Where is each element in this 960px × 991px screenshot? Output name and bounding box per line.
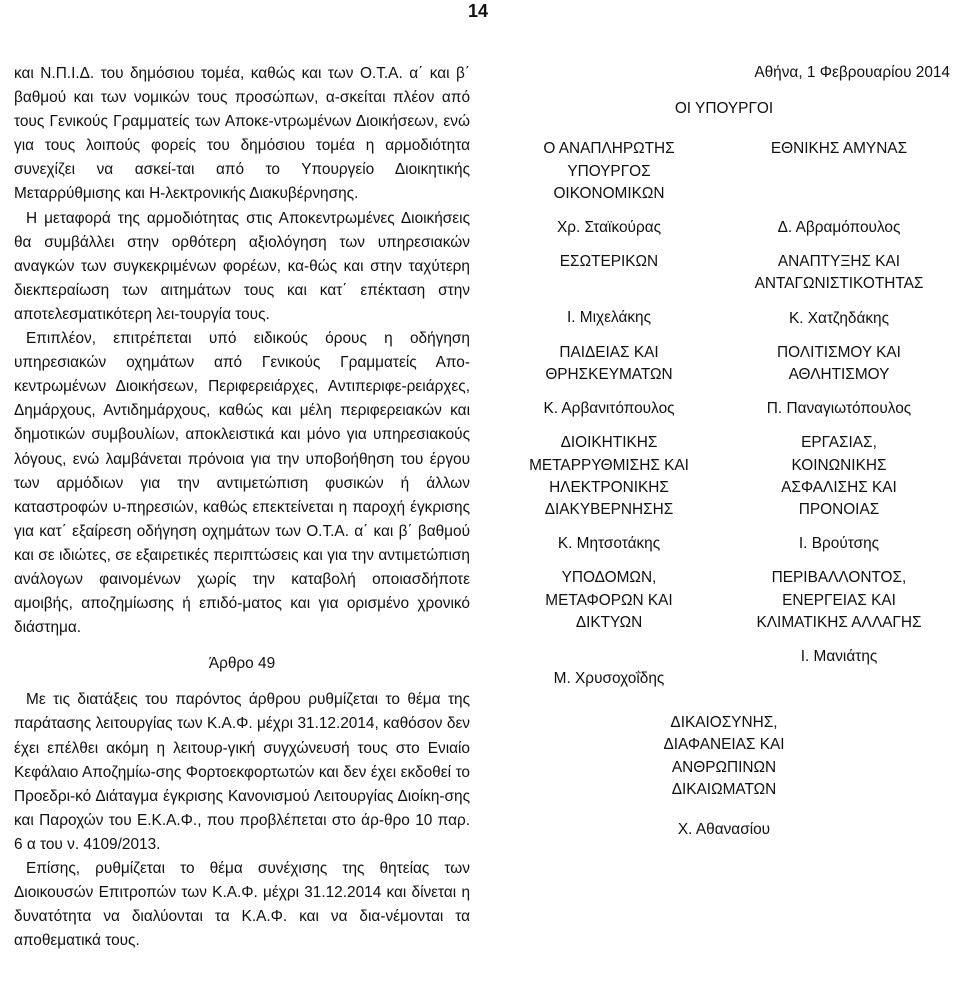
page-number: 14: [468, 1, 489, 21]
minister-name: Κ. Αρβανιτόπουλος: [543, 400, 675, 418]
paragraph-vehicles: Επιπλέον, επιτρέπεται υπό ειδικούς όρους η οδήγηση υπηρεσιακών οχημάτων από Γενικούς Γραμματείς Απο-κεντρωμένων Διοικήσεων, Περιφερειάρχες, Αντιπεριφε-ρειάρχες, Δημάρχους, Αντιδημάρχους, καθώς και μέλη περιφερειακών και δημοτικών συμβουλίων, αποκλειστικά και μόνο για υπηρεσιακούς λόγους, ενώ λαμβάνεται πρόνοια για την υποβοήθηση του έργου των αρμόδιων για την αντιμετώπιση φυσικών ή άλλων καταστροφών υ-πηρεσιών, καθώς επεκτείνεται η παροχή έγκρισης για κατ΄ εξαίρεση οδήγηση οχημάτων των Ο.Τ.Α. α΄ και β΄ βαθμού και σε ιδιώτες, σε εξαιρετικές περιπτώσεις και για την αντιμετώπιση ανάλογων φαινομένων χωρίς την καταβολή οποιασδήποτε αμοιβής, αποζημίωσης ή επιδό-ματος και για ορισμένο χρονικό διάστημα.: [14, 330, 470, 637]
paragraph-continuation: και Ν.Π.Ι.Δ. του δημόσιου τομέα, καθώς και των Ο.Τ.Α. α΄ και β΄ βαθμού και των νομικών τους προσώπων, α-σκείται πλέον από τους Γενικούς Γραμματείς των Αποκε-ντρωμένων Διοικήσεων, ενώ για τους λοιπούς φορείς του δημόσιου τομέα η αρμοδιότητα συνεχίζει να ασκεί-ται από το Υπουργείο Διοικητικής Μεταρρύθμισης και Η-λεκτρονικής Διακυβέρνησης.: [14, 65, 470, 203]
ministry-title: ΠΕΡΙΒΑΛΛΟΝΤΟΣ, ΕΝΕΡΓΕΙΑΣ ΚΑΙ ΚΛΙΜΑΤΙΚΗΣ ΑΛΛΑΓΗΣ: [756, 569, 922, 631]
signature-block: [724, 432, 954, 555]
signature-row: [494, 432, 954, 555]
ministry-title: ΔΙΟΙΚΗΤΙΚΗΣ ΜΕΤΑΡΡΥΘΜΙΣΗΣ ΚΑΙ ΗΛΕΚΤΡΟΝΙΚΗΣ ΔΙΑΚΥΒΕΡΝΗΣΗΣ: [529, 434, 689, 519]
minister-name: Ι. Βρούτσης: [798, 535, 880, 553]
signature-block: [494, 138, 724, 239]
signature-row: [494, 567, 954, 690]
ministers-title: ΟΙ ΥΠΟΥΡΓΟΙ: [674, 100, 774, 118]
ministry-title: ΠΑΙΔΕΙΑΣ ΚΑΙ ΘΡΗΣΚΕΥΜΑΤΩΝ: [545, 343, 673, 384]
minister-name: Μ. Χρυσοχοΐδης: [553, 670, 665, 688]
paragraph-transfer: Η μεταφορά της αρμοδιότητας στις Αποκεντρωμένες Διοικήσεις θα συμβάλλει στην ορθότερη αξιολόγηση των υπηρεσιακών αναγκών των συγκεκριμένων φορέων, κα-θώς και στην ταχύτερη διεκπεραίωση των αιτημάτων τους και κατ΄ επέκταση στην αποτελεσματικότερη λει-τουργία τους.: [14, 209, 470, 323]
ministry-title: ΕΘΝΙΚΗΣ ΑΜΥΝΑΣ: [770, 140, 908, 158]
signatures-column: [494, 62, 954, 841]
paragraph-kaf-extension: Με τις διατάξεις του παρόντος άρθρου ρυθμίζεται το θέμα της παράτασης λειτουργίας των Κ.Α.Φ. μέχρι 31.12.2014, καθόσον δεν έχει επέλθει ακόμη η λειτουρ-γική συγχώνευσή τους στο Ενιαίο Κεφάλαιο Αποζημίω-σης Φορτοεκφορτωτών και δεν έχει εκδοθεί το Προεδρι-κό Διάταγμα έγκρισης Κανονισμού Λειτουργίας Διοίκη-σης και Παροχών του Ε.Κ.Α.Φ., που προβλέπεται στο άρ-θρο 10 παρ. 6 α του ν. 4109/2013.: [14, 691, 470, 853]
signature-block: [494, 567, 724, 690]
ministry-title: ΥΠΟΔΟΜΩΝ, ΜΕΤΑΦΟΡΩΝ ΚΑΙ ΔΙΚΤΥΩΝ: [545, 569, 673, 631]
signature-block: [724, 251, 954, 330]
signature-block: [724, 567, 954, 690]
ministry-title: ΔΙΚΑΙΟΣΥΝΗΣ, ΔΙΑΦΑΝΕΙΑΣ ΚΑΙ ΑΝΘΡΩΠΙΝΩΝ ΔΙΚΑΙΩΜΑΤΩΝ: [663, 714, 785, 798]
minister-name: Ι. Μιχελάκης: [566, 309, 652, 327]
signature-block: [494, 432, 724, 555]
ministry-title: Ο ΑΝΑΠΛΗΡΩΤΗΣ ΥΠΟΥΡΓΟΣ ΟΙΚΟΝΟΜΙΚΩΝ: [543, 140, 675, 202]
ministry-title: ΠΟΛΙΤΙΣΜΟΥ ΚΑΙ ΑΘΛΗΤΙΣΜΟΥ: [777, 343, 901, 384]
signature-row: [494, 251, 954, 330]
signature-block: [494, 342, 724, 421]
minister-name: Χρ. Σταϊκούρας: [556, 219, 662, 237]
paragraph-committees: Επίσης, ρυθμίζεται το θέμα συνέχισης της θητείας των Διοικουσών Επιτροπών των Κ.Α.Φ. μέχρι 31.12.2014 και δίνεται η δυνατότητα να διαλύονται τα Κ.Α.Φ. και να δια-νέμονται τα αποθεματικά τους.: [14, 860, 470, 950]
minister-name: Π. Παναγιωτόπουλος: [766, 400, 912, 418]
minister-name: Δ. Αβραμόπουλος: [777, 218, 901, 236]
ministry-title: ΕΣΩΤΕΡΙΚΩΝ: [559, 253, 659, 271]
signature-row: [494, 138, 954, 239]
signature-block-justice: [494, 712, 954, 841]
ministry-title: ΕΡΓΑΣΙΑΣ, ΚΟΙΝΩΝΙΚΗΣ ΑΣΦΑΛΙΣΗΣ ΚΑΙ ΠΡΟΝΟΙΑΣ: [781, 434, 897, 519]
signature-row: [494, 342, 954, 421]
signature-block: [724, 342, 954, 421]
minister-name: Χ. Αθανασίου: [677, 821, 771, 839]
ministry-title: ΑΝΑΠΤΥΞΗΣ ΚΑΙ ΑΝΤΑΓΩΝΙΣΤΙΚΟΤΗΤΑΣ: [754, 253, 924, 293]
minister-name: Κ. Χατζηδάκης: [788, 309, 890, 327]
explanatory-text-column: [14, 62, 470, 953]
signature-block: [724, 138, 954, 239]
signing-date: Αθήνα, 1 Φεβρουαρίου 2014: [754, 64, 950, 81]
minister-name: Ι. Μανιάτης: [800, 648, 878, 666]
signature-block: [494, 251, 724, 330]
article-heading: Άρθρο 49: [208, 655, 276, 673]
minister-name: Κ. Μητσοτάκης: [557, 535, 661, 553]
